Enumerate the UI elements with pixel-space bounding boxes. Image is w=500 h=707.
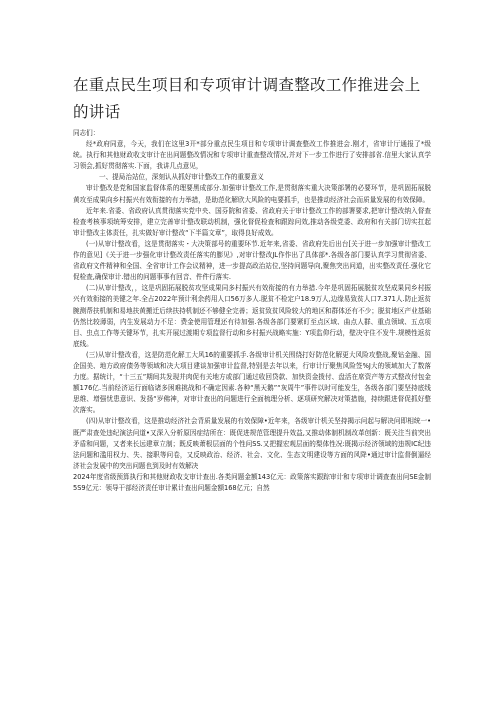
paragraph: 经*政府同意，今天，我们在这里3开*部分重点民生项目和专项审计调查整改工作推进会.刚才，省审计厅通报了*级统。执行和其他财政收支审计在出问题整改情况和专项审计重查整改情况,并对下一步工作进行了安排部省.信里大家认真学习领会,抓好贯彻落实.下面，我讲几点意见， [73,140,431,171]
section-heading: 一、提局治站位，深刻认从抓好审计整改工作的重要意义 [99,173,264,182]
paragraph: 近年来.省委、省政府认真贯彻落实党中央、国芬院和省委、省政府关于审计整改工作的部署要求,把审计整改纳入督查检查考核事项统筹安排，建立完善审计整改联动机制，强化督促检查和跟踪问效,推动各级党委、政府和有关部门切实扛起审计整改主体责任，扎实做好审计整改“下半篇文章”，取得良好成效。 [73,206,431,237]
document-title: 在重点民生项目和专项审计调查整改工作推进会上的讲话 [73,76,421,121]
salutation: 同志们： [73,129,100,137]
paragraph: 2024年度省级预算执行和其他财政收支审计查出.各类问题金额143亿元：政策落实跟踪审计和专项审计调查查出问SE金制5S9亿元：领导干部经济责任审计累计查出问题金额168亿元；自然 [73,472,431,492]
paragraph: (三)从审计整改看，这是防范化解工大风16的重要抓手.各级审计机关围绕打好防范化解更大风险攻整战,聚钻金融、国企国美、地方政府债务等领域和决大项目建谈加强审计监督,特别是去年以来，行审计厅聚焦风险签%J大的领域加大了数落力度。据统计，“十三五”期间共发现并肉促有关地方或部门通过收回贷款、加快资金拨付、盘活在席资产等方式整改付包金额176亿.当前经济运行面临诸多困难挑战和不确定因素.各种“黑天鹅”“灰周牛”事件以时可能发生，各级各部门要坚持底线思维、增强忧患意识、发扬“岁佛神，对审计查出的问题进行全面梳理分析、逐项研究解决对策措施，持续跟进督促抓好整次落实。 [73,350,431,415]
paragraph: (四)从审计整改看，这是推动经济社会背质量发展的有效保障•近年来，各级审计机关坚持揭示问起与解决问即相统一•既严肃查处违纪演法问道•又深入分析原因症结所在：既促进规范管理提升效益,又推动体制机制改革创新：既关注当前突出矛盾和问题，又者来长远建章立制；既反映萧根层面的个性问SS.又把握宏观层面的梨体性况:既揭示经济领域的违规IC纪违法问题和滥用权力、失、接职等问卷，又反映政治、经济、社会、文化、生态文明建设等方面的风降•通过审计监督倒逼经济社会发展中的突出问题也到及时有效解决 [73,417,431,470]
paragraph: 审计整改是党和国家监督体系的理要黑成部分.加强审计整改工作,是贯彻落实重大决策部署的必要环节，是巩固拓展脱黄攻至成果向乡村振兴有效衔接的有力举措，是助范化解欣大风险的电要抓手，也是推动经济社会而质量发展的有效保障。 [73,184,431,204]
paragraph: (二)从审计整改，，这是巩固拓展脱贫攻坚成果同多村振兴有效衔接的有力举措.今年是巩固拓展脱贫攻坚成果同乡村振兴有效衔接的美键之年.全占2022年预计利余药用人口56万多人.脱贫不检定户18.9万人,边缘易致贫人口7.371人.防止返贫腕测帮扶机制和易地扶黄搬迁后续扶持机制还不够健全完善；返贫致贫风险较大的地区和群体还有不少；脱贫地区产业基础仍然比较薄弱，内生发展动力不足：费金使用管理还有待加强.各级各部门要紧盯至点区域、曲点人群、重点领域、五点项目、虫点工作等关键环节，扎实开展过渡期专项监督行动和乡村振兴战略实施：Y项监仰行动，壁决守住不发牛.规模性返贫底线。 [73,284,431,348]
document-body [73,128,431,494]
paragraph: (一)从审计整改看，这是贯彻落实・大决策部号的重要环节.近年来,省委、省政府先后出台[关于进一步加强审计整改工作的意见]《关于进一步强化审计整改责任落实的膨见》,对审计整改JL作作出了具体部*.各级各部门要认真学习贯彻省委、省政府文件精神和全国、全省审计工作会议精神，进一步提高政治站位,坚持问题导向,聚焦突出问道，出实整改责任.强化它促检查,确保审计.错出的问题事事有回音、件件行落实. [73,239,431,282]
